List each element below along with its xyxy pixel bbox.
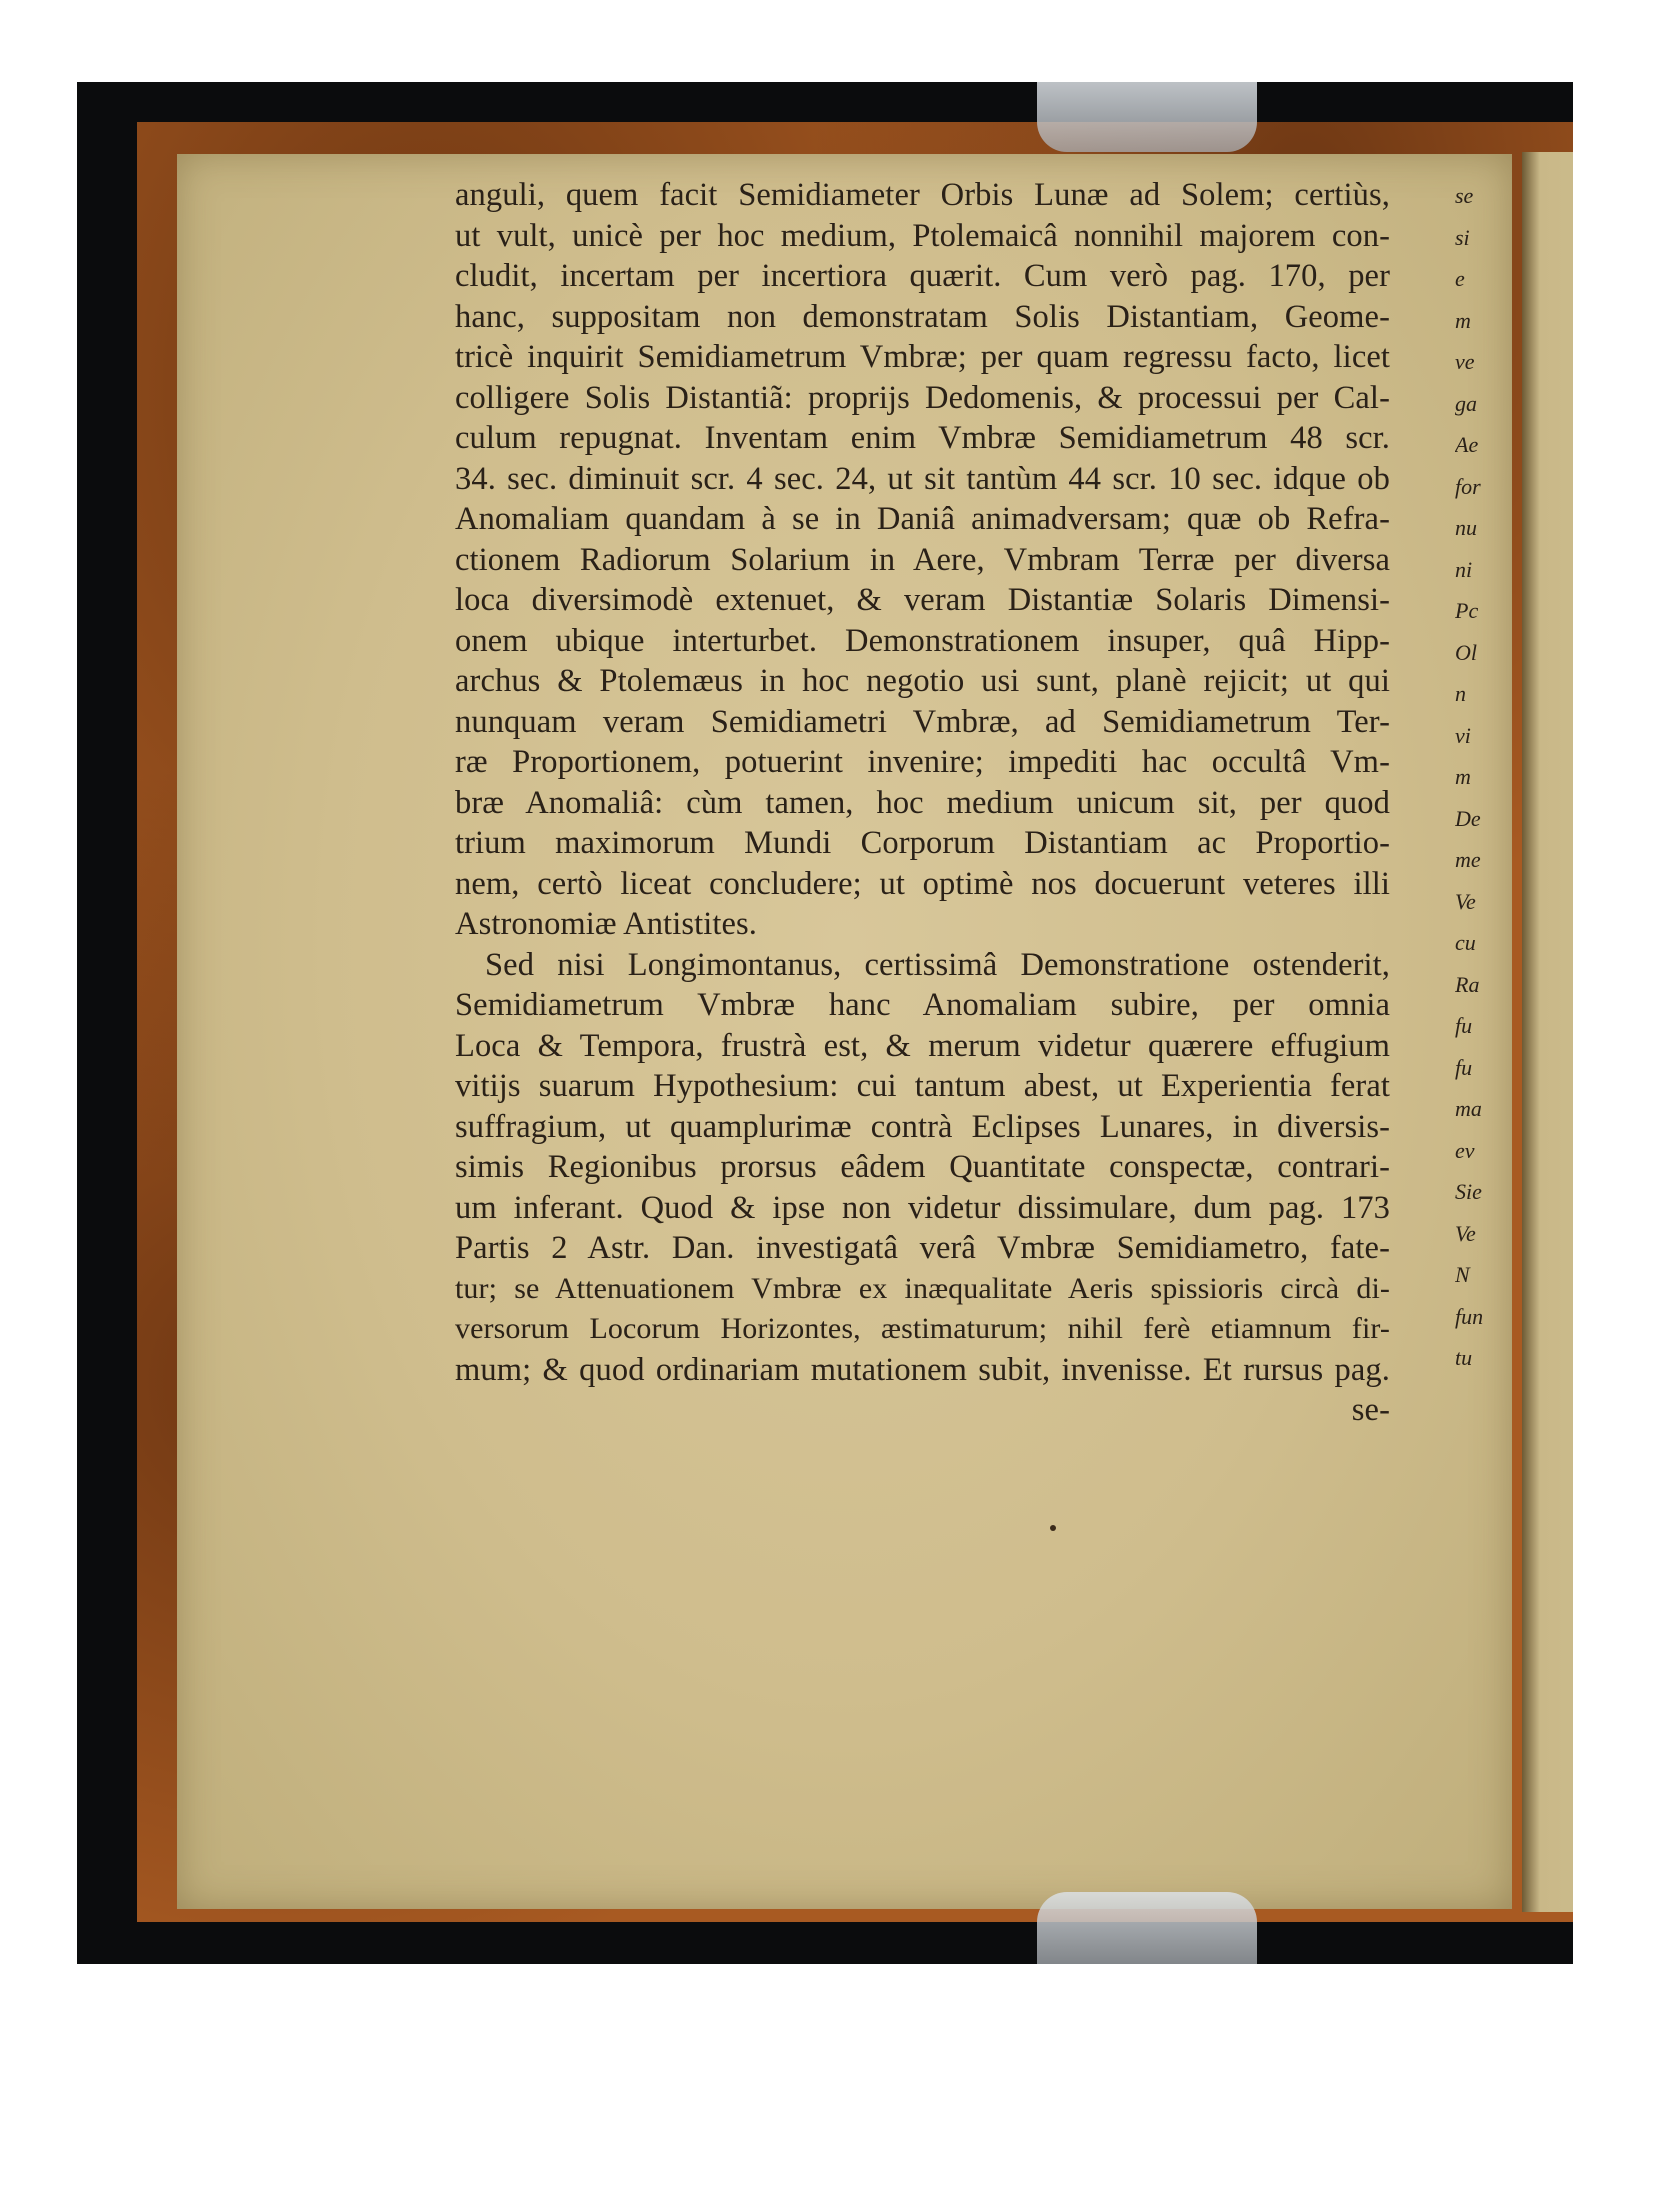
text-line: mum; & quod ordinariam mutationem subit, invenisse. Et rursus pag.	[455, 1351, 1390, 1388]
caption-line: Early European Books, Copyright © 2011 ProQuest LLC.	[123, 1969, 463, 1984]
fragment: ni	[1455, 556, 1473, 582]
text-line: tur; se Attenuationem Vmbræ ex inæqualitate Aeris spissioris circà di-	[455, 1271, 1390, 1305]
text-line: suffragium, ut quamplurimæ contrà Eclipses Lunares, in diversis-	[455, 1108, 1390, 1145]
page-text	[455, 175, 1390, 1431]
text-line: hanc, suppositam non demonstratam Solis Distantiam, Geome-	[455, 298, 1390, 335]
text-line: culum repugnat. Inventam enim Vmbræ Semidiametrum 48 scr.	[455, 420, 1390, 456]
text-line: onem ubique interturbet. Demonstrationem insuper, quâ Hipp-	[455, 622, 1390, 659]
text-line: colligere Solis Distantiã: proprijs Dedomenis, & processui per Cal-	[455, 379, 1390, 416]
fragment: tu	[1455, 1345, 1473, 1370]
fragment: ve	[1455, 349, 1475, 374]
text-line: versorum Locorum Horizontes, æstimaturum; nihil ferè etiamnum fir-	[455, 1312, 1390, 1345]
fragment: fu	[1455, 1054, 1473, 1080]
fragment: fu	[1455, 1013, 1473, 1038]
text-line: ut vult, unicè per hoc medium, Ptolemaicâ nonnihil majorem con-	[455, 217, 1390, 254]
text-line: Anomaliam quandam à se in Daniâ animadversam; quæ ob Refra-	[455, 501, 1390, 537]
copyright-caption	[123, 1968, 683, 2022]
facing-page-fragments	[1455, 175, 1495, 1379]
fragment: ev	[1455, 1137, 1475, 1163]
text-line: um inferant. Quod & ipse non videtur dissimulare, dum pag. 173	[455, 1189, 1390, 1226]
text-line: Loca & Tempora, frustrà est, & merum videtur quærere effugium	[455, 1027, 1390, 1064]
text-line: simis Regionibus prorsus eâdem Quantitate conspectæ, contrari-	[455, 1149, 1390, 1185]
page-speck	[1050, 1525, 1056, 1531]
fragment: Ol	[1455, 639, 1477, 665]
caption-line: CFMAGL. 1.6.317	[123, 2005, 232, 2020]
fragment: m	[1455, 307, 1471, 333]
fragment: Ra	[1455, 971, 1480, 997]
fragment: si	[1455, 224, 1470, 250]
fragment: ma	[1455, 1096, 1482, 1121]
fragment: N	[1455, 1262, 1470, 1287]
catchword: se-	[1351, 1392, 1390, 1428]
text-line: Sed nisi Longimontanus, certissimâ Demonstratione ostenderit,	[485, 946, 1390, 983]
fragment: Ve	[1455, 888, 1476, 914]
text-line: vitijs suarum Hypothesium: cui tantum abest, ut Experientia ferat	[455, 1068, 1390, 1104]
text-line: ræ Proportionem, potuerint invenire; impediti hac occultâ Vm-	[455, 744, 1390, 780]
fragment: Sie	[1455, 1179, 1482, 1204]
fragment: vi	[1455, 722, 1471, 748]
fragment: cu	[1455, 930, 1476, 955]
fragment: De	[1455, 805, 1481, 831]
fragment: nu	[1455, 515, 1477, 540]
fragment: ga	[1455, 390, 1477, 416]
text-line: Partis 2 Astr. Dan. investigatâ verâ Vmbræ Semidiametro, fate-	[455, 1230, 1390, 1266]
text-line: ctionem Radiorum Solarium in Aere, Vmbram Terræ per diversa	[455, 541, 1390, 578]
fragment: Ve	[1455, 1220, 1476, 1246]
text-line: anguli, quem facit Semidiameter Orbis Lunæ ad Solem; certiùs,	[455, 177, 1390, 213]
text-line: loca diversimodè extenuet, & veram Distantiæ Solaris Dimensi-	[455, 582, 1390, 618]
text-line: cludit, incertam per incertiora quærit. Cum verò pag. 170, per	[455, 258, 1390, 294]
fragment: n	[1455, 681, 1466, 706]
caption-line: Images reproduced by courtesy of the Biblioteca Nazionale Centrale di Firenze.	[123, 1987, 598, 2002]
text-line: trium maximorum Mundi Corporum Distantiam ac Proportio-	[455, 825, 1390, 861]
fragment: m	[1455, 764, 1471, 789]
text-line: Astronomiæ Antistites.	[455, 906, 757, 942]
text-line: tricè inquirit Semidiametrum Vmbræ; per quam regressu facto, licet	[455, 339, 1390, 375]
facing-page	[1522, 152, 1573, 1912]
fragment: e	[1455, 266, 1465, 291]
fragment: Pc	[1455, 598, 1479, 623]
top-page-clip	[1037, 82, 1257, 152]
fragment: se	[1455, 183, 1474, 208]
text-line: bræ Anomaliâ: cùm tamen, hoc medium unicum sit, per quod	[455, 784, 1390, 821]
text-line: 34. sec. diminuit scr. 4 sec. 24, ut sit tantùm 44 scr. 10 sec. idque ob	[455, 460, 1390, 497]
text-line: archus & Ptolemæus in hoc negotio usi sunt, planè rejicit; ut qui	[455, 663, 1390, 699]
fragment: Ae	[1455, 432, 1479, 457]
fragment: me	[1455, 847, 1481, 872]
fragment: for	[1455, 473, 1481, 499]
text-line: nem, certò liceat concludere; ut optimè nos docuerunt veteres illi	[455, 865, 1390, 902]
text-line: nunquam veram Semidiametri Vmbræ, ad Semidiametrum Ter-	[455, 703, 1390, 740]
fragment: fun	[1455, 1303, 1484, 1329]
text-line: Semidiametrum Vmbræ hanc Anomaliam subire, per omnia	[455, 987, 1390, 1023]
bottom-page-clip	[1037, 1892, 1257, 1964]
